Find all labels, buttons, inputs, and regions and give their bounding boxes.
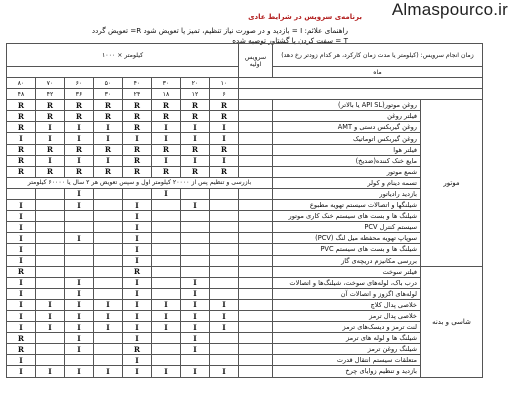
mark-cell: R [123,344,152,355]
table-row [7,266,483,277]
mark-cell [36,188,65,199]
mark-cell: I [65,310,94,321]
item-label: فیلتر هوا [273,144,421,155]
mark-cell: I [65,155,94,166]
mark-cell [181,244,210,255]
service-time-header: زمان انجام سرویس: (کیلومتر یا مدت زمان کارکرد، هر کدام زودتر رخ دهد) [273,44,483,67]
mark-cell: R [181,166,210,177]
initial-cell [239,211,273,222]
mark-cell [94,244,123,255]
mark-cell: I [94,299,123,310]
initial-cell [239,310,273,321]
mark-cell [210,188,239,199]
mark-cell: R [210,144,239,155]
initial-cell [239,200,273,211]
mark-cell: I [65,333,94,344]
initial-cell [239,299,273,310]
item-label: شمع موتور [273,166,421,177]
month-value: ۱۲ [181,89,210,100]
spacer-cell [7,67,239,78]
mark-cell [181,255,210,266]
initial-cell [239,222,273,233]
initial-cell [239,322,273,333]
mark-cell: R [152,166,181,177]
mark-cell: R [210,111,239,122]
km-value: ۵۰ [94,78,123,89]
mark-cell: I [210,155,239,166]
mark-cell: I [65,344,94,355]
mark-cell: I [210,133,239,144]
mark-cell: R [7,344,36,355]
mark-cell: I [36,310,65,321]
mark-cell: I [123,133,152,144]
mark-cell: I [94,366,123,377]
blank-cell [239,78,483,89]
mark-cell: R [94,166,123,177]
mark-cell: I [210,299,239,310]
mark-cell [181,355,210,366]
mark-cell: R [123,144,152,155]
mark-cell [65,266,94,277]
initial-cell [239,333,273,344]
mark-cell [36,255,65,266]
table-row [7,244,483,255]
mark-cell: R [123,100,152,111]
mark-cell: I [36,366,65,377]
mark-cell: I [152,188,181,199]
table-row [7,155,483,166]
mark-cell: R [123,122,152,133]
mark-cell [210,288,239,299]
mark-cell: I [181,344,210,355]
item-label: شیلنگ روغن ترمز [273,344,421,355]
mark-cell [210,333,239,344]
initial-cell [239,277,273,288]
mark-cell: R [7,122,36,133]
mark-cell: R [152,144,181,155]
mark-cell [94,344,123,355]
item-label: لنت ترمز و دیسک‌های ترمز [273,322,421,333]
mark-cell [181,211,210,222]
mark-cell: R [65,111,94,122]
mark-cell: I [181,366,210,377]
mark-cell: I [65,299,94,310]
mark-cell [94,277,123,288]
mark-cell: R [181,111,210,122]
mark-cell: R [65,100,94,111]
item-label: مایع خنک کننده(ضدیخ) [273,155,421,166]
mark-cell: I [210,366,239,377]
mark-cell: I [7,322,36,333]
table-row [7,133,483,144]
mark-cell: I [123,355,152,366]
month-value: ۳۶ [65,89,94,100]
mark-cell: I [123,310,152,321]
mark-cell [94,288,123,299]
mark-cell: I [7,255,36,266]
mark-cell: I [123,322,152,333]
mark-cell: I [123,233,152,244]
mark-cell: R [36,166,65,177]
mark-cell: I [7,244,36,255]
mark-cell: I [181,333,210,344]
table-row [7,333,483,344]
mark-cell [65,255,94,266]
mark-cell: R [210,100,239,111]
table-row [7,166,483,177]
mark-cell: R [94,100,123,111]
mark-cell: I [152,299,181,310]
mark-cell [152,277,181,288]
mark-cell [152,244,181,255]
month-value: ۳۰ [94,89,123,100]
mark-cell: I [181,133,210,144]
km-value: ۲۰ [181,78,210,89]
mark-cell [36,222,65,233]
initial-cell [239,355,273,366]
mark-cell [36,344,65,355]
mark-cell [181,233,210,244]
mark-cell: I [152,310,181,321]
item-label: متعلقات سیستم انتقال قدرت [273,355,421,366]
mark-cell [123,188,152,199]
mark-cell: I [7,211,36,222]
item-label: خلاصی پدال کلاچ [273,299,421,310]
mark-cell: R [123,266,152,277]
mark-cell: R [36,111,65,122]
mark-cell [7,188,36,199]
mark-cell: R [7,266,36,277]
mark-cell [152,333,181,344]
mark-cell: I [181,299,210,310]
mark-cell [94,266,123,277]
mark-cell: I [7,299,36,310]
mark-cell: I [7,366,36,377]
item-label: شیلنگها و اتصالات سیستم تهویه مطبوع [273,200,421,211]
mark-cell: I [181,200,210,211]
mark-cell: R [123,155,152,166]
mark-cell: I [7,288,36,299]
mark-cell: R [94,111,123,122]
mark-cell: R [7,144,36,155]
mark-cell [152,266,181,277]
mark-cell: I [181,277,210,288]
initial-cell [239,266,273,277]
month-value: ۴۲ [36,89,65,100]
table-row [7,177,483,188]
mark-cell [152,355,181,366]
mark-cell [181,266,210,277]
mark-cell: I [123,200,152,211]
mark-cell [210,277,239,288]
initial-cell [239,100,273,111]
table-row [7,211,483,222]
mark-cell: I [36,122,65,133]
mark-cell: R [7,166,36,177]
item-label: شیلنگ ها و بست های سیستم PVC [273,244,421,255]
mark-cell: I [94,133,123,144]
mark-cell: I [94,155,123,166]
mark-cell: I [65,366,94,377]
table-row [7,144,483,155]
item-label: روغن موتور(API SL یا بالاتر) [273,100,421,111]
item-label: درب باک، لوله‌های سوخت، شیلنگ‌ها و اتصالات [273,277,421,288]
km-value: ۷۰ [36,78,65,89]
legend-line-2: T = سفت کردن یا گشتاور توصیه شده [232,36,348,45]
mark-cell [36,211,65,222]
mark-cell: I [123,299,152,310]
watermark: Almaspourco.ir [391,0,508,19]
mark-cell [181,188,210,199]
service-table [6,43,483,378]
mark-cell [210,244,239,255]
mark-cell [152,200,181,211]
mark-cell: R [36,144,65,155]
mark-cell [210,211,239,222]
mark-cell: I [7,133,36,144]
table-row [7,366,483,377]
mark-cell: I [181,155,210,166]
mark-cell: I [94,322,123,333]
mark-cell [65,222,94,233]
mark-cell [210,222,239,233]
mark-cell: I [7,200,36,211]
mark-cell: I [152,133,181,144]
mark-cell: R [65,166,94,177]
mark-cell: I [123,366,152,377]
table-row [7,322,483,333]
mark-cell [152,344,181,355]
month-value: ۱۸ [152,89,181,100]
mark-cell [36,233,65,244]
category-label: موتور [421,100,483,266]
mark-cell: R [36,100,65,111]
mark-cell: I [123,288,152,299]
initial-cell [239,111,273,122]
mark-cell [210,255,239,266]
mark-cell: I [36,133,65,144]
unit-month-header: ماه [273,67,483,78]
mark-cell: I [181,122,210,133]
initial-cell [239,244,273,255]
item-label: تسمه دینام و کولر [273,177,421,188]
mark-cell [65,355,94,366]
mark-cell: I [123,222,152,233]
mark-cell [152,222,181,233]
table-row [7,255,483,266]
mark-cell [94,255,123,266]
mark-cell: I [123,255,152,266]
mark-cell: R [7,111,36,122]
mark-cell [94,333,123,344]
table-row [7,233,483,244]
mark-cell: R [65,144,94,155]
category-label: شاسی و بدنه [421,266,483,377]
mark-cell [65,211,94,222]
initial-cell [239,133,273,144]
item-label: روغن گیربکس اتوماتیک [273,133,421,144]
mark-cell: I [36,322,65,333]
table-row [7,222,483,233]
belt-instruction: بازرسی و تنظیم پس از ۲۰۰۰۰ کیلومتر اول و سپس تعویض هر ۲ سال یا ۶۰۰۰۰ کیلومتر [7,177,273,188]
mark-cell: I [181,310,210,321]
mark-cell [36,355,65,366]
mark-cell: I [94,310,123,321]
item-label: سوپاپ تهویه محفظه میل لنگ (PCV) [273,233,421,244]
mark-cell: I [65,122,94,133]
mark-cell [152,288,181,299]
mark-cell [210,266,239,277]
table-row [7,100,483,111]
mark-cell [94,200,123,211]
mark-cell: I [65,188,94,199]
mark-cell [94,222,123,233]
initial-cell [239,166,273,177]
table-row [7,310,483,321]
initial-service-header: سرویس اولیه [239,44,273,78]
table-row [7,122,483,133]
km-value: ۱۰ [210,78,239,89]
mark-cell: I [65,133,94,144]
km-value: ۴۰ [123,78,152,89]
table-row [7,288,483,299]
section-title: برنامه‌ی سرویس در شرایط عادی [248,13,362,21]
mark-cell: I [65,322,94,333]
mark-cell [181,222,210,233]
item-label: بررسی مکانیزم دریچه‌ی گاز [273,255,421,266]
mark-cell [36,333,65,344]
mark-cell: R [152,100,181,111]
mark-cell: I [181,288,210,299]
item-label: خلاصی پدال ترمز [273,310,421,321]
table-row [7,277,483,288]
mark-cell: I [123,211,152,222]
mark-cell [210,200,239,211]
mark-cell: R [181,100,210,111]
mark-cell [94,188,123,199]
km-value: ۸۰ [7,78,36,89]
table-row [7,188,483,199]
table-row [7,111,483,122]
mark-cell: I [123,333,152,344]
initial-cell [239,366,273,377]
mark-cell: R [123,166,152,177]
km-value: ۳۰ [152,78,181,89]
km-value: ۶۰ [65,78,94,89]
mark-cell: I [36,155,65,166]
mark-cell: I [65,200,94,211]
unit-km-header: کیلومتر × ۱۰۰۰ [7,44,239,67]
initial-cell [239,288,273,299]
mark-cell: R [7,100,36,111]
month-value: ۲۴ [123,89,152,100]
mark-cell: R [152,111,181,122]
mark-cell: R [123,111,152,122]
mark-cell [36,266,65,277]
mark-cell: I [181,322,210,333]
table-row [7,355,483,366]
mark-cell: I [94,122,123,133]
mark-cell [210,233,239,244]
initial-cell [239,144,273,155]
mark-cell [94,355,123,366]
mark-cell: R [210,166,239,177]
initial-cell [239,344,273,355]
mark-cell: I [123,277,152,288]
mark-cell: I [7,233,36,244]
mark-cell [65,244,94,255]
mark-cell [94,211,123,222]
mark-cell [36,277,65,288]
mark-cell: I [7,355,36,366]
item-label: سیستم کنترل PCV [273,222,421,233]
initial-cell [239,255,273,266]
initial-cell [239,122,273,133]
initial-cell [239,233,273,244]
mark-cell [36,244,65,255]
mark-cell: R [7,333,36,344]
mark-cell: I [65,277,94,288]
mark-cell [36,288,65,299]
mark-cell: I [7,222,36,233]
mark-cell [210,355,239,366]
mark-cell [152,233,181,244]
blank-cell [239,89,483,100]
mark-cell: R [181,144,210,155]
mark-cell: I [7,277,36,288]
initial-cell [239,155,273,166]
item-label: بازدید و تنظیم زوایای چرخ [273,366,421,377]
mark-cell [152,211,181,222]
mark-cell: R [7,155,36,166]
month-value: ۶ [210,89,239,100]
item-label: بازدید رادیاتور [273,188,421,199]
mark-cell: I [152,155,181,166]
mark-cell: I [152,122,181,133]
item-label: روغن گیربکس دستی و AMT [273,122,421,133]
mark-cell [36,200,65,211]
legend-line-1: راهنمای علائم: I = بازدید و در صورت نیاز تنظیم، تمیز یا تعویض شود R= تعویض گردد [91,26,348,35]
mark-cell [210,344,239,355]
table-row [7,200,483,211]
item-label: فیلتر روغن [273,111,421,122]
mark-cell: I [65,233,94,244]
mark-cell: I [123,244,152,255]
mark-cell: I [65,288,94,299]
item-label: شیلنگ ها و بست های سیستم خنک کاری موتور [273,211,421,222]
initial-cell [239,188,273,199]
table-row [7,299,483,310]
mark-cell: I [210,310,239,321]
mark-cell [94,233,123,244]
mark-cell: R [94,144,123,155]
mark-cell: I [210,322,239,333]
item-label: لوله‌های اگزوز و اتصالات آن [273,288,421,299]
item-label: شیلنگ ها و لوله های ترمز [273,333,421,344]
mark-cell: I [152,366,181,377]
item-label: فیلتر سوخت [273,266,421,277]
mark-cell: I [210,122,239,133]
mark-cell: I [7,310,36,321]
mark-cell: I [36,299,65,310]
mark-cell: I [152,322,181,333]
month-value: ۴۸ [7,89,36,100]
table-row [7,344,483,355]
mark-cell [152,255,181,266]
